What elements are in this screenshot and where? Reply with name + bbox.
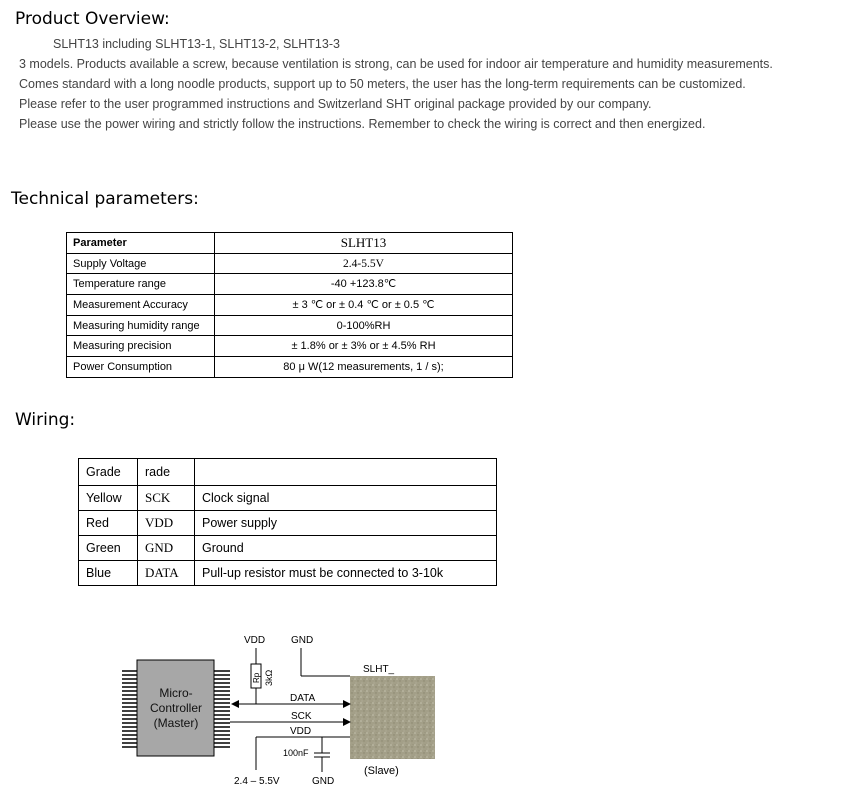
parameter-value: 0-100%RH	[215, 315, 513, 336]
parameter-header: Parameter	[67, 233, 215, 254]
wire-pin: GND	[138, 536, 195, 561]
mcu-label-line3: (Master)	[153, 716, 199, 730]
wire-pin: VDD	[138, 511, 195, 536]
overview-heading: Product Overview:	[15, 9, 170, 29]
slave-label: (Slave)	[364, 765, 399, 777]
parameter-label: Power Consumption	[67, 357, 215, 378]
parameter-value: 80 μ W(12 measurements, 1 / s);	[215, 357, 513, 378]
wire-color: Yellow	[79, 486, 138, 511]
parameter-label: Measuring humidity range	[67, 315, 215, 336]
overview-paragraph-1: 3 models. Products available a screw, because ventilation is strong, can be used for indoor air temperature and humidity measurements. Comes standard with a long noodle products, support up to 50 meters, the user has the long-term requirements can be customized.	[19, 57, 773, 91]
wiring-heading: Wiring:	[15, 410, 76, 430]
wire-pin: DATA	[138, 561, 195, 586]
model-header: SLHT13	[215, 233, 513, 254]
wire-description: Power supply	[195, 511, 497, 536]
parameter-value: 2.4-5.5V	[215, 253, 513, 274]
supply-voltage-label: 2.4 – 5.5V	[234, 776, 280, 787]
overview-paragraph-2: Please refer to the user programmed instructions and Switzerland SHT original package provided by our company.	[19, 97, 652, 111]
wire-color: Red	[79, 511, 138, 536]
capacitor-label: 100nF	[283, 748, 309, 758]
wiring-header-grade: Grade	[79, 459, 138, 486]
wiring-header-rade: rade	[138, 459, 195, 486]
mcu-left-pins	[122, 671, 138, 747]
parameter-value: -40 +123.8℃	[215, 274, 513, 295]
overview-paragraph-3: Please use the power wiring and strictly follow the instructions. Remember to check the wiring is correct and then energized.	[19, 117, 706, 131]
technical-heading: Technical parameters:	[11, 189, 199, 209]
wire-pin: SCK	[138, 486, 195, 511]
wire-color: Green	[79, 536, 138, 561]
resistor-label: Rp	[252, 672, 261, 683]
wire-description: Pull-up resistor must be connected to 3-10k	[195, 561, 497, 586]
overview-models-line: SLHT13 including SLHT13-1, SLHT13-2, SLHT13-3	[53, 37, 340, 51]
parameter-label: Supply Voltage	[67, 253, 215, 274]
parameter-value: ± 3 ℃ or ± 0.4 ℃ or ± 0.5 ℃	[215, 295, 513, 316]
wire-color: Blue	[79, 561, 138, 586]
vdd-top-label: VDD	[244, 635, 266, 646]
sck-label: SCK	[291, 711, 312, 722]
decoupling-capacitor	[314, 737, 330, 772]
wire-description: Clock signal	[195, 486, 497, 511]
mcu-right-pins	[214, 671, 230, 747]
wire-description: Ground	[195, 536, 497, 561]
parameter-value: ± 1.8% or ± 3% or ± 4.5% RH	[215, 336, 513, 357]
vdd-label: VDD	[290, 726, 312, 737]
parameter-label: Temperature range	[67, 274, 215, 295]
data-label: DATA	[290, 693, 316, 704]
gnd-bottom-label: GND	[312, 776, 335, 787]
resistor-value: 3kΩ	[264, 669, 274, 686]
parameter-label: Measuring precision	[67, 336, 215, 357]
mcu-label-line1: Micro-	[159, 686, 193, 700]
parameter-label: Measurement Accuracy	[67, 295, 215, 316]
sensor-chip	[350, 676, 435, 759]
sensor-label: SLHT_	[363, 664, 395, 675]
mcu-label-line2: Controller	[149, 701, 203, 715]
gnd-top-label: GND	[291, 635, 314, 646]
